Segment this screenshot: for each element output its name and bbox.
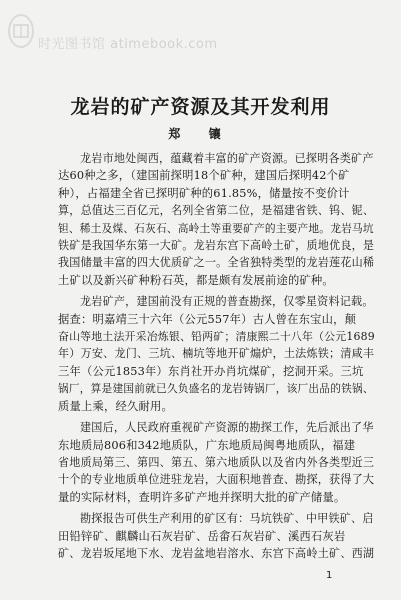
- text-line: 田铅锌矿、麒麟山石灰岩矿、岳畲石灰岩矿、溪西石灰岩: [58, 529, 346, 543]
- text-line: 三年（公元1853年）东肖社开办肖坑煤矿，挖洞开采。三坑: [58, 364, 364, 378]
- text-line: 钽、稀土及煤、石灰石、高岭土等重要矿产的主要产地。龙岩马坑: [58, 221, 374, 235]
- paragraph: [58, 150, 376, 289]
- text-line: 我国储量丰富的四大优质矿之一。全省独特类型的龙岩莲花山稀: [58, 256, 375, 270]
- text-line: 算，总值达三百亿元，名列全省第二位，是福建省铁、钨、铌、: [58, 204, 375, 218]
- text-line: 龙岩矿产，建国前没有正规的普查勘探，仅零星资料记载。: [80, 295, 374, 309]
- text-line: 建国后，人民政府重视矿产资源的勘探工作，先后派出了华: [80, 421, 374, 435]
- text-line: 勘探报告可供生产利用的矿区有：马坑铁矿、中甲铁矿、启: [80, 512, 374, 526]
- article-title: 龙岩的矿产资源及其开发利用: [70, 96, 331, 118]
- text-line: 十个的专业地质单位进驻龙岩，大面积地普查、勘探，获得了大: [58, 473, 375, 487]
- article-body: [58, 150, 376, 566]
- text-line: 铁矿是我国华东第一大矿。龙岩东宫下高岭土矿，质地优良，是: [58, 239, 375, 253]
- watermark: [8, 6, 218, 56]
- page-number: 1: [326, 570, 333, 581]
- text-line: 奋山等地土法开采冶炼银、铅两矿；清康熙二十八年（公元1689: [58, 330, 375, 344]
- text-line: 量的实际材料，查明许多矿产地并探明大批的矿产储量。: [58, 490, 346, 504]
- paragraph: [58, 419, 376, 506]
- text-line: 质量上乘，经久耐用。: [58, 399, 173, 413]
- paragraph: [58, 510, 376, 562]
- text-line: 省地质局第三、第四、第五、第六地质队以及省内外各类型近三: [58, 455, 375, 469]
- watermark-text: 时光图书馆 atimebook.com: [38, 36, 218, 52]
- text-line: 达60种之多，（建国前探明18个矿种，建国后探明42个矿: [58, 169, 350, 183]
- paragraph: [58, 293, 376, 415]
- text-line: 锅厂，算是建国前就已久负盛名的龙岩铸锅厂，该厂出品的铁锅、: [58, 382, 374, 396]
- text-line: 据查：明嘉靖三十六年（公元557年）古人曾在东宝山，颠: [58, 312, 357, 326]
- text-line: 土矿以及新兴矿种粉石英，都是颇有发展前途的矿种。: [58, 273, 334, 287]
- text-line: 矿、龙岩坂尾地下水、龙岩盆地岩溶水、东宫下高岭土矿、西湖: [58, 546, 375, 560]
- text-line: 东地质局806和342地质队，广东地质局闽粤地质队，福建: [58, 438, 356, 452]
- text-line: 龙岩市地处闽西，蕴藏着丰富的矿产资源。已探明各类矿产: [80, 152, 374, 165]
- author-name: 郑 镶: [168, 127, 233, 141]
- book-seal-icon: [8, 14, 34, 48]
- text-line: 年）万安、龙门、三坑、楠坑等地开矿煽炉，土法炼铁；清咸丰: [58, 347, 375, 361]
- text-line: 种），占福建全省已探明矿种的61.85%，储量按不变价计: [58, 186, 350, 200]
